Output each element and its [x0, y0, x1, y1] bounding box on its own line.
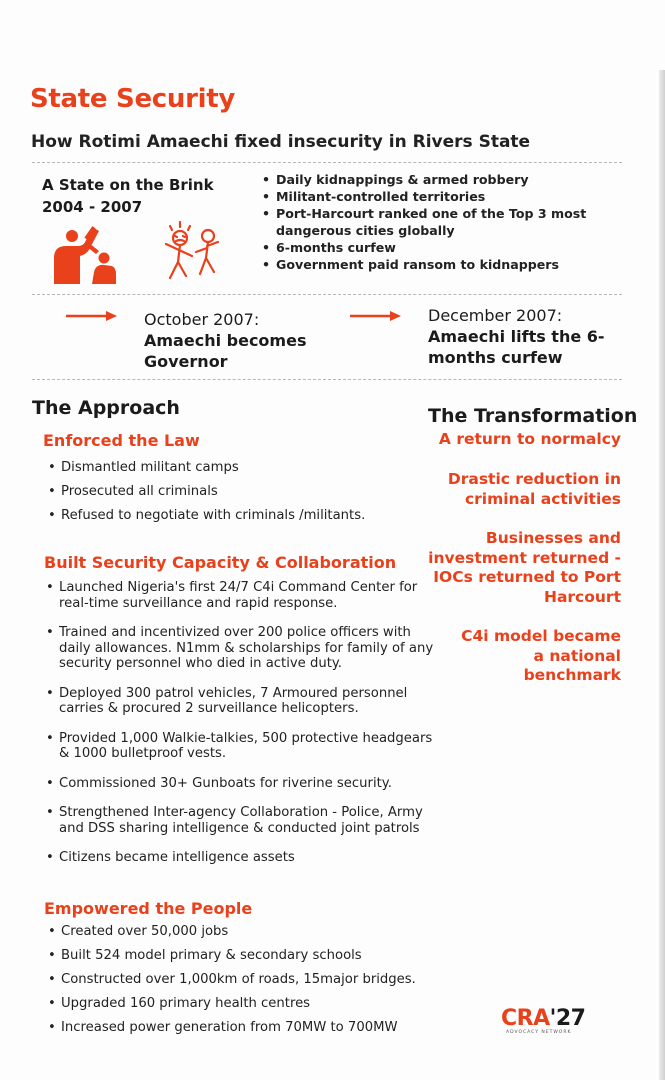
- list-item: • Trained and incentivized over 200 police officers with daily allowances. N1mm & scholarships for family of any security personnel who died in active duty.: [44, 625, 444, 672]
- list-item: • Built 524 model primary & secondary schools: [46, 948, 466, 964]
- empowered-list: [46, 924, 466, 1036]
- brink-bullet: • Daily kidnappings & armed robbery: [262, 171, 622, 188]
- divider: [32, 379, 622, 380]
- enforced-list: [46, 460, 426, 524]
- list-item: • Increased power generation from 70MW to 700MW: [46, 1020, 466, 1036]
- timeline-date: October 2007:: [144, 310, 260, 329]
- timeline-date: December 2007:: [428, 306, 563, 325]
- arrow-right-icon: [66, 310, 118, 322]
- list-item: • Constructed over 1,000km of roads, 15major bridges.: [46, 972, 466, 988]
- transformation-item: A return to normalcy: [438, 430, 621, 448]
- list-item: • Deployed 300 patrol vehicles, 7 Armoured personnel carries & procured 2 surveillance helicopters.: [44, 686, 444, 717]
- list-item: • Provided 1,000 Walkie-talkies, 500 protective headgears & 1000 bulletproof vests.: [44, 731, 444, 762]
- logo-text-cr: CR: [501, 1006, 534, 1031]
- logo-text-27: '27: [549, 1006, 586, 1031]
- brink-bullet: • Government paid ransom to kidnappers: [262, 256, 622, 273]
- list-item: • Prosecuted all criminals: [46, 484, 426, 500]
- page-edge-shadow: [659, 70, 665, 1080]
- cra27-logo: [501, 1006, 585, 1031]
- logo-text-a: A: [533, 1006, 550, 1031]
- transformation-heading: The Transformation: [428, 405, 638, 427]
- transformation-item: C4i model became a national benchmark: [461, 627, 621, 684]
- capacity-list: [44, 580, 444, 866]
- page-title: State Security: [30, 84, 236, 114]
- logo-tagline: ADVOCACY NETWORK: [506, 1030, 572, 1035]
- distressed-people-icon: [156, 218, 226, 284]
- section-heading-enforced: Enforced the Law: [43, 431, 200, 450]
- list-item: • Dismantled militant camps: [46, 460, 426, 476]
- list-item: • Citizens became intelligence assets: [44, 850, 444, 866]
- arrow-right-icon: [350, 310, 402, 322]
- list-item: • Strengthened Inter-agency Collaboration - Police, Army and DSS sharing intelligence & conducted joint patrols: [44, 805, 444, 836]
- timeline-event-december: [428, 305, 605, 368]
- timeline-event-october: [144, 309, 306, 372]
- timeline-text: Governor: [144, 352, 228, 371]
- divider: [32, 162, 622, 163]
- divider: [32, 294, 622, 295]
- section-heading-empowered: Empowered the People: [44, 899, 253, 918]
- page-subtitle: How Rotimi Amaechi fixed insecurity in Rivers State: [31, 132, 531, 152]
- list-item: • Refused to negotiate with criminals /militants.: [46, 508, 426, 524]
- list-item: • Commissioned 30+ Gunboats for riverine security.: [44, 776, 444, 792]
- brink-title: [42, 174, 214, 218]
- violence-icon: [46, 224, 120, 286]
- timeline-text: Amaechi lifts the 6-: [428, 327, 605, 346]
- section-heading-capacity: Built Security Capacity & Collaboration: [44, 553, 397, 572]
- brink-bullet: • Militant-controlled territories: [262, 188, 622, 205]
- brink-bullet: • Port-Harcourt ranked one of the Top 3 most dangerous cities globally: [262, 205, 622, 239]
- brink-bullet-list: [262, 171, 622, 273]
- list-item: • Upgraded 160 primary health centres: [46, 996, 466, 1012]
- list-item: • Launched Nigeria's first 24/7 C4i Command Center for real-time surveillance and rapid response.: [44, 580, 444, 611]
- approach-heading: The Approach: [32, 397, 180, 419]
- list-item: • Created over 50,000 jobs: [46, 924, 466, 940]
- brink-title-line1: A State on the Brink: [42, 176, 214, 194]
- brink-years: 2004 - 2007: [42, 198, 143, 216]
- brink-bullet: • 6-months curfew: [262, 239, 622, 256]
- transformation-item: Businesses and investment returned - IOCs returned to Port Harcourt: [428, 529, 621, 606]
- timeline-text: months curfew: [428, 348, 563, 367]
- transformation-item: Drastic reduction in criminal activities: [447, 470, 621, 508]
- timeline-text: Amaechi becomes: [144, 331, 307, 350]
